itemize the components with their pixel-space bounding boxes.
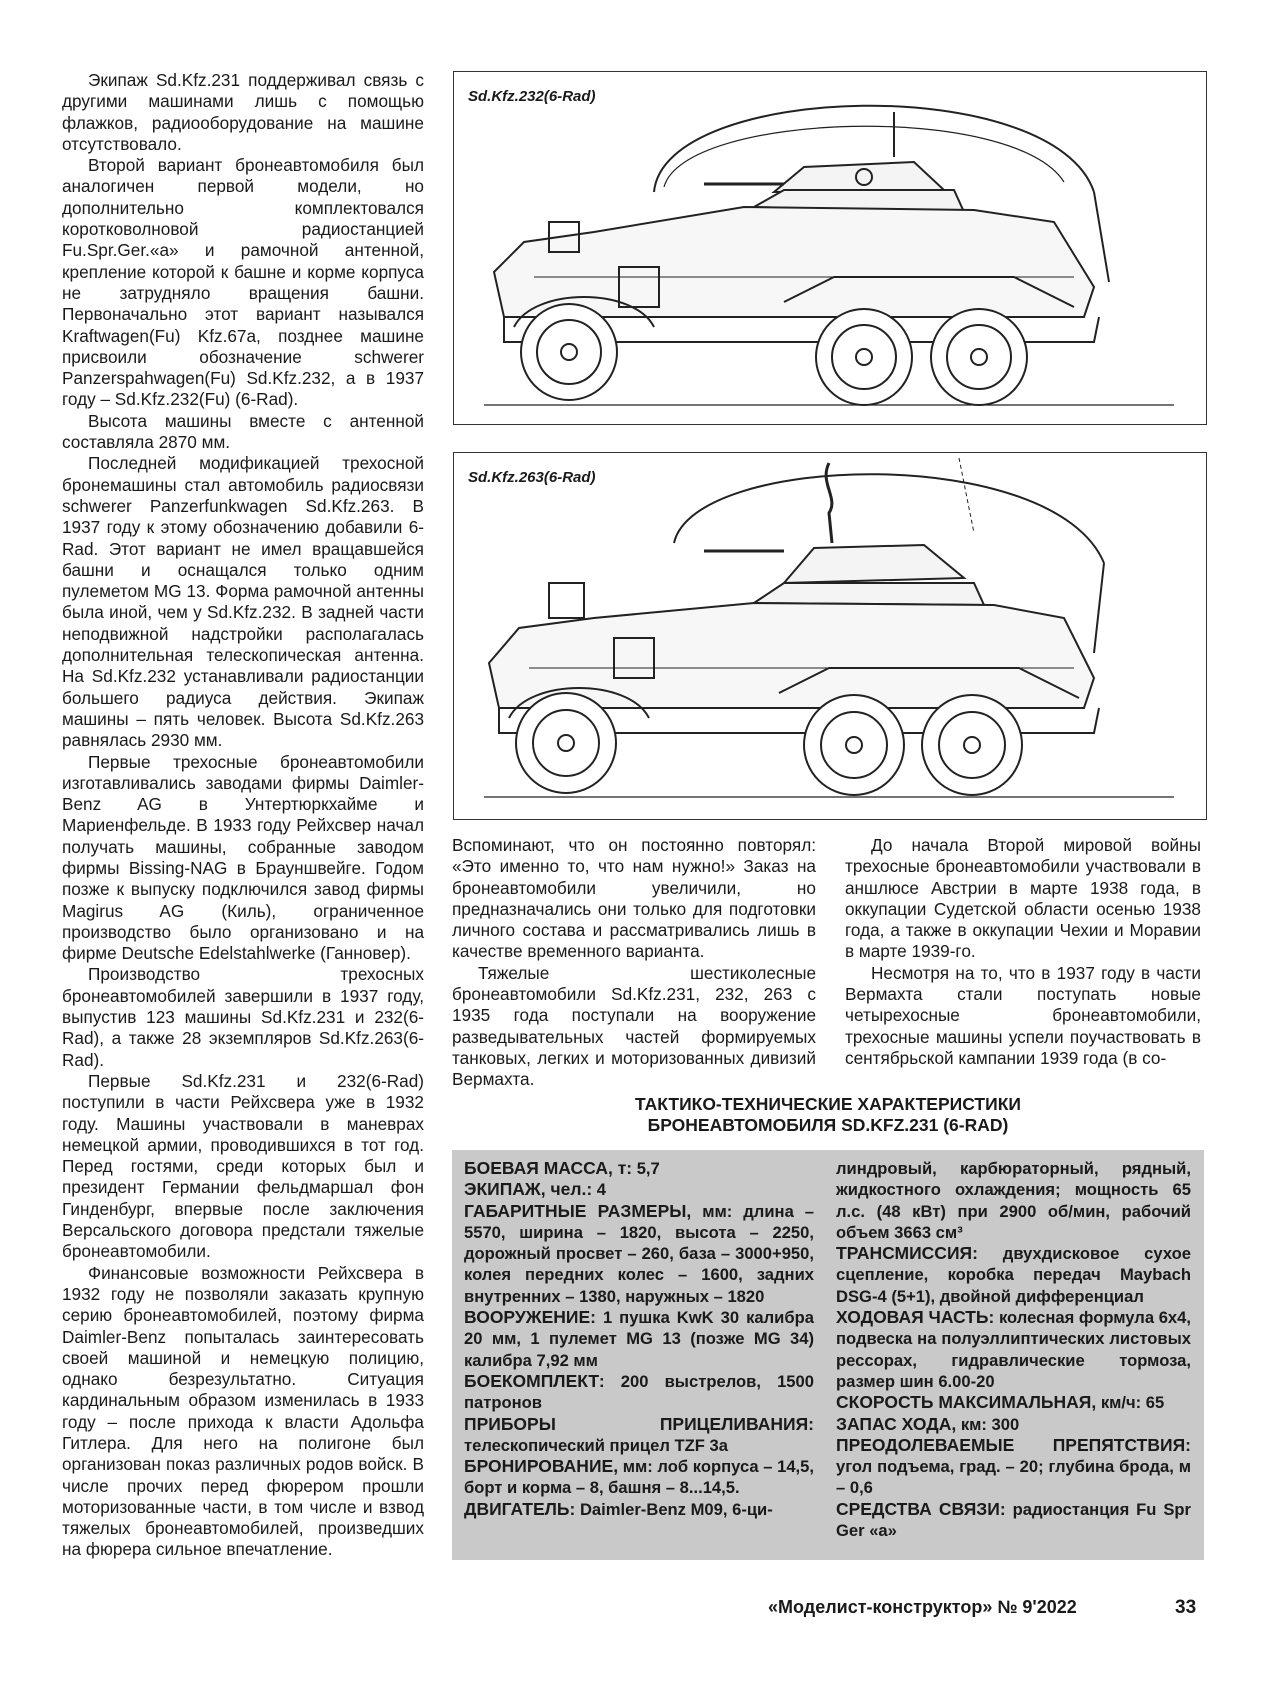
spec-value: км/ч: 65 <box>1096 1393 1165 1413</box>
paragraph: Экипаж Sd.Kfz.231 поддерживал связь с другими машинами лишь с помощью флажков, радиооборудование на машине отсутствовало. <box>62 70 424 154</box>
spec-item <box>464 1371 814 1414</box>
spec-value: телескопический прицел TZF 3а <box>464 1435 728 1455</box>
spec-key: БОЕВАЯ МАССА, т: <box>464 1158 633 1178</box>
specs-column-2 <box>836 1158 1191 1541</box>
spec-item <box>464 1499 814 1520</box>
spec-value: линдровый, карбюраторный, рядный, жидкостного охлаждения; мощность 65 л.с. (48 кВт) при 2900 об/мин, рабочий объем 3663 см³ <box>836 1159 1191 1242</box>
spec-key: ТРАНСМИССИЯ: <box>836 1243 978 1264</box>
paragraph: Производство трехосных бронеавтомобилей завершили в 1937 году, выпустив 123 машины Sd.Kfz.231 и 232(6-Rad), а также 28 экземпляров Sd.Kfz.263(6-Rad). <box>62 964 424 1070</box>
spec-item <box>464 1179 814 1200</box>
paragraph: Несмотря на то, что в 1937 году в части Вермахта стали поступать новые четырехосные бронеавтомобили, трехосные машины успели поучаствовать в сентябрьской кампании 1939 года (в со- <box>845 962 1201 1068</box>
paragraph: Тяжелые шестиколесные бронеавтомобили Sd.Kfz.231, 232, 263 с 1935 года поступали на вооружение разведывательных частей формируемых танковых, легких и моторизованных дивизий Вермахта. <box>452 962 816 1090</box>
spec-key: ЭКИПАЖ, чел.: <box>464 1179 593 1200</box>
spec-value: Daimler-Benz M09, 6-ци- <box>575 1499 773 1519</box>
left-text-column <box>62 70 424 1561</box>
spec-value: радиостанция Fu Spr Ger «а» <box>836 1499 1191 1541</box>
page-number: 33 <box>1175 1597 1197 1618</box>
figure-sdkfz-232 <box>453 71 1207 425</box>
spec-item <box>464 1414 814 1457</box>
spec-item <box>836 1435 1191 1499</box>
spec-key: ВООРУЖЕНИЕ: <box>464 1307 596 1328</box>
paragraph: Второй вариант бронеавтомобиля был аналогичен первой модели, но дополнительно комплектовался коротковолновой радиостанцией Fu.Spr.Ger.«а» и рамочной антенной, крепление которой к башне и корме корпуса не затрудняло вращения башни. Первоначально этот вариант назывался Kraftwagen(Fu) Kfz.67a, позднее машине присвоили обозначение schwerer Panzerspahwagen(Fu) Sd.Kfz.232, а в 1937 году – Sd.Kfz.232(Fu) (6-Rad). <box>62 155 424 410</box>
spec-key: СРЕДСТВА СВЯЗИ: <box>836 1498 1006 1519</box>
spec-item <box>836 1414 1191 1435</box>
spec-key: БОЕКОМПЛЕКТ: <box>464 1370 605 1391</box>
spec-item <box>464 1201 814 1307</box>
paragraph: Вспоминают, что он постоянно повторял: «Это именно то, что нам нужно!» Заказ на бронеавтомобили увеличили, но предназначались они только для подготовки личного состава и рассматривались лишь в качестве временного варианта. <box>452 835 816 962</box>
armored-car-232-drawing <box>454 72 1206 424</box>
spec-value: км: 300 <box>956 1414 1020 1434</box>
spec-value: 200 выстрелов, 1500 патронов <box>464 1371 814 1413</box>
paragraph: Финансовые возможности Рейхсвера в 1932 году не позволяли заказать крупную серию бронеавтомобилей, поэтому фирма Daimler-Benz попыталась заинтересовать своей машиной и немецкую полицию, однако безрезультатно. Ситуация кардинальным образом изменилась в 1933 году – после прихода к власти Адольфа Гитлера. Для него на полигоне был организован показ различных родов войск. В числе прочих перед фюрером прошли моторизованные части, в том числе и взвод тяжелых бронеавтомобилей, произведших на фюрера сильное впечатление. <box>62 1262 424 1560</box>
figure-label: Sd.Kfz.232(6-Rad) <box>468 88 596 105</box>
journal-name: «Моделист-конструктор» № 9'2022 <box>768 1597 1077 1617</box>
spec-item <box>464 1456 814 1499</box>
paragraph: Последней модификацией трехосной бронемашины стал автомобиль радиосвязи schwerer Panzerfunkwagen Sd.Kfz.263. В 1937 году к этому обозначению добавили 6-Rad. Этот вариант не имел вращавшейся башни и оснащался только одним пулеметом MG 13. Форма рамочной антенны была иной, чем у Sd.Kfz.232. В задней части неподвижной надстройки располагалась дополнительная телескопическая антенна. На Sd.Kfz.232 устанавливали радиостанции большего радиуса действия. Экипаж машины – пять человек. Высота Sd.Kfz.263 равнялась 2930 мм. <box>62 453 424 751</box>
spec-value: 4 <box>592 1180 607 1200</box>
specs-title-line: ТАКТИКО-ТЕХНИЧЕСКИЕ ХАРАКТЕРИСТИКИ <box>635 1094 1021 1114</box>
spec-key: ЗАПАС ХОДА, <box>836 1413 957 1434</box>
spec-value: мм: длина – 5570, ширина – 1820, высота – 2250, дорожный просвет – 260, база – 3000+950, колея передних колес – 1600, задних внутренних – 1380, наружных – 1820 <box>464 1201 814 1306</box>
spec-value: мм: лоб корпуса – 14,5, борт и корма – 8, башня – 8...14,5. <box>464 1457 814 1498</box>
paragraph: До начала Второй мировой войны трехосные бронеавтомобили участвовали в аншлюсе Австрии в марте 1938 года, в оккупации Судетской области осенью 1938 года, а также в оккупации Чехии и Моравии в марте 1939-го. <box>845 835 1201 962</box>
specs-box <box>452 1150 1204 1560</box>
spec-item <box>464 1307 814 1371</box>
spec-value: колесная формула 6х4, подвеска на полуэллиптических листовых рессорах, гидравлические тормоза, размер шин 6.00-20 <box>836 1308 1191 1391</box>
paragraph: Высота машины вместе с антенной составляла 2870 мм. <box>62 410 424 453</box>
figure-sdkfz-263 <box>453 452 1207 820</box>
spec-key: БРОНИРОВАНИЕ, <box>464 1456 619 1477</box>
spec-key: ПРЕОДОЛЕВАЕМЫЕ ПРЕПЯТСТВИЯ: <box>836 1434 1191 1455</box>
spec-item <box>836 1243 1191 1307</box>
right-text-column <box>845 835 1201 1069</box>
specs-column-1 <box>464 1158 814 1520</box>
spec-value: угол подъема, град. – 20; глубина брода, м – 0,6 <box>836 1457 1191 1498</box>
spec-value: 1 пушка KwK 30 калибра 20 мм, 1 пулемет MG 13 (позже MG 34) калибра 7,92 мм <box>464 1308 814 1370</box>
specs-title-line: БРОНЕАВТОМОБИЛЯ SD.KFZ.231 (6-RAD) <box>647 1115 1009 1135</box>
spec-item <box>836 1307 1191 1392</box>
paragraph: Первые Sd.Kfz.231 и 232(6-Rad) поступили в части Рейхсвера уже в 1932 году. Машины участвовали в маневрах немецкой армии, проводившихся в тот год. Перед гостями, среди которых был и президент Германии фельдмаршал фон Гинденбург, впервые после заключения Версальского договора предстали тяжелые бронеавтомобили. <box>62 1070 424 1262</box>
spec-item <box>836 1392 1191 1413</box>
spec-key: СКОРОСТЬ МАКСИМАЛЬНАЯ, <box>836 1392 1097 1413</box>
armored-car-263-drawing <box>454 453 1206 819</box>
spec-item <box>836 1158 1191 1243</box>
spec-value: двухдисковое сухое сцепление, коробка передач Maybach DSG-4 (5+1), двойной дифференциал <box>836 1244 1191 1306</box>
middle-text-column <box>452 835 816 1091</box>
spec-key: ПРИБОРЫ ПРИЦЕЛИВАНИЯ: <box>464 1413 814 1434</box>
spec-item <box>464 1158 814 1179</box>
specs-title <box>452 1094 1204 1136</box>
spec-item <box>836 1499 1191 1542</box>
spec-key: ГАБАРИТНЫЕ РАЗМЕРЫ, <box>464 1200 692 1221</box>
spec-key: ДВИГАТЕЛЬ: <box>464 1498 576 1519</box>
spec-value: 5,7 <box>632 1159 660 1178</box>
spec-key: ХОДОВАЯ ЧАСТЬ: <box>836 1307 995 1328</box>
paragraph: Первые трехосные бронеавтомобили изготавливались заводами фирмы Daimler-Benz AG в Унтертюркхайме и Мариенфельде. В 1933 году Рейхсвер начал получать машины, собранные заводом фирмы Bissing-NAG в Брауншвейге. Годом позже к выпуску подключился завод фирмы Magirus AG (Киль), ограниченное производство было организовано и на фирме Deutsche Edelstahlwerke (Ганновер). <box>62 751 424 964</box>
figure-label: Sd.Kfz.263(6-Rad) <box>468 469 596 486</box>
